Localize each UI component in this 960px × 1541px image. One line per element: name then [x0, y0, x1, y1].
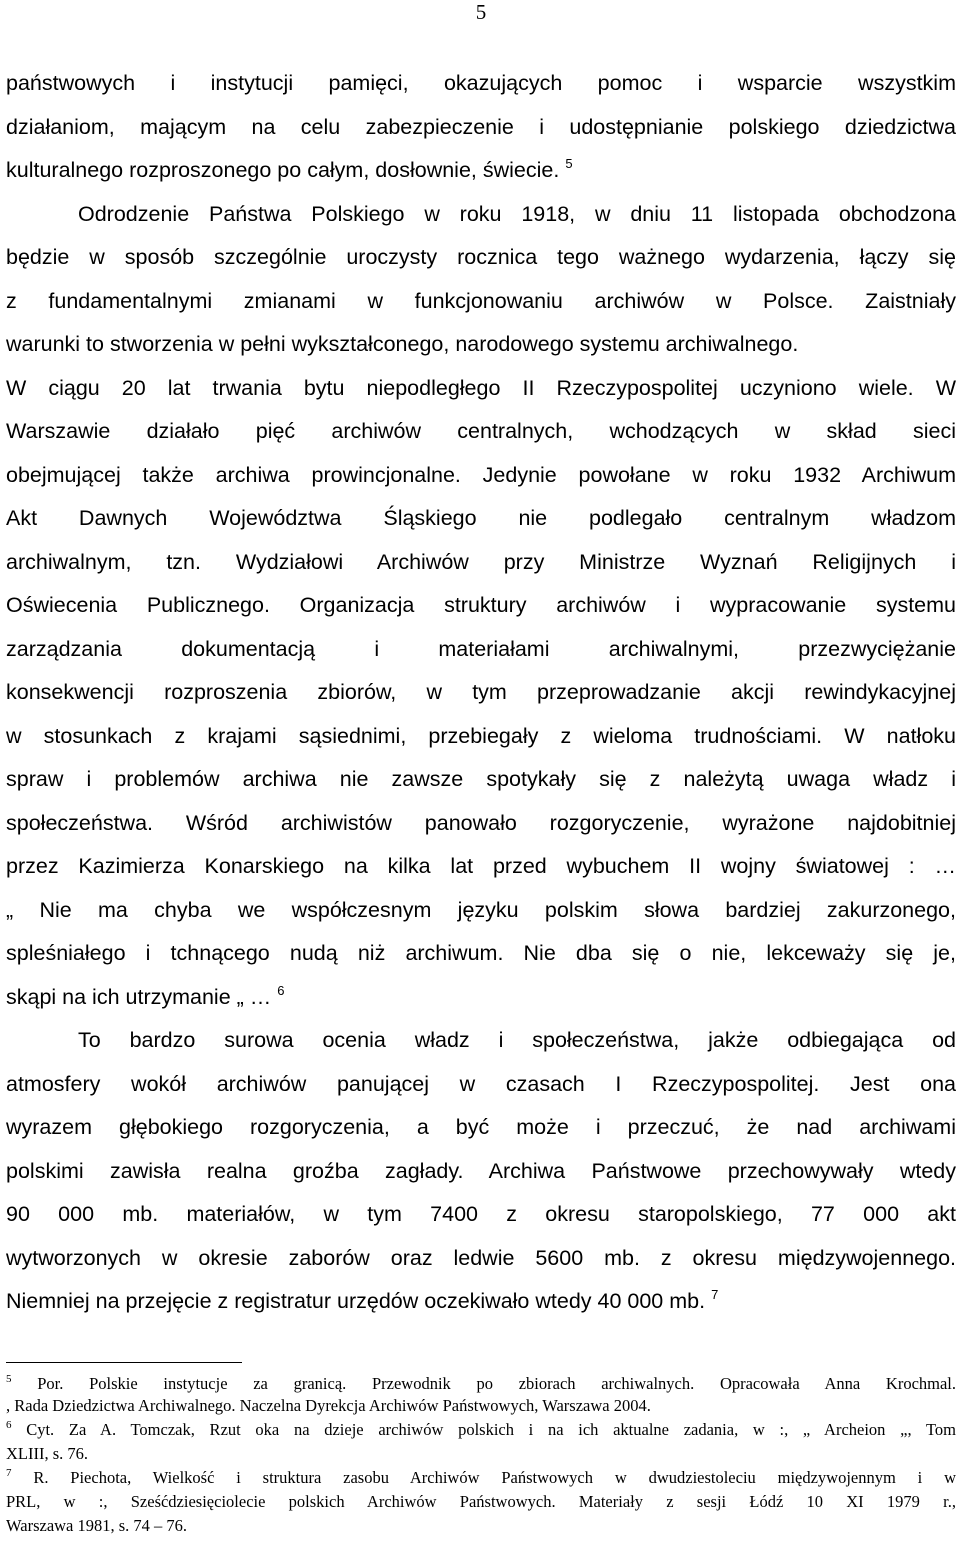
- body-line: polskimi zawisła realna groźba zagłady. Archiwa Państwowe przechowywały wtedy: [6, 1159, 956, 1183]
- body-line: działaniom, mającym na celu zabezpieczenie i udostępnianie polskiego dziedzictwa: [6, 115, 956, 139]
- body-line: Warszawie działało pięć archiwów centralnych, wchodzących w skład sieci: [6, 419, 956, 443]
- footnote-separator: [6, 1362, 242, 1363]
- body-line: spraw i problemów archiwa nie zawsze spotykały się z należytą uwaga władz i: [6, 767, 956, 791]
- body-line: wytworzonych w okresie zaborów oraz ledwie 5600 mb. z okresu międzywojennego.: [6, 1246, 956, 1270]
- footnote-6-cont: XLIII, s. 76.: [6, 1444, 89, 1463]
- footnote-7-cont: PRL, w :, Sześćdziesięciolecie polskich Archiwów Państwowych. Materiały z sesji Łódź 10 XI 1979 r.,: [6, 1492, 956, 1511]
- body-line: z fundamentalnymi zmianami w funkcjonowaniu archiwów w Polsce. Zaistniały: [6, 289, 956, 313]
- footnote-6: $^6$ Cyt. Za A. Tomczak, Rzut oka na dzieje archiwów polskich i na ich aktualne zadania, w :, „ Archeion „, Tom: [6, 1419, 956, 1439]
- body-line: będzie w sposób szczególnie uroczysty rocznica tego ważnego wydarzenia, łączy się: [6, 245, 956, 269]
- footnote-ref-6: 6: [277, 983, 285, 998]
- footnote-5: $^5$ Por. Polskie instytucje za granicą. Przewodnik po zbiorach archiwalnych. Opracowała Anna Krochmal.: [6, 1373, 957, 1393]
- body-line: w stosunkach z krajami sąsiednimi, przebiegały z wieloma trudnościami. W natłoku: [6, 724, 956, 748]
- body-line: kulturalnego rozproszonego po całym, dosłownie, świecie. $^5$: [6, 156, 573, 182]
- body-line: społeczeństwa. Wśród archiwistów panowało rozgoryczenie, wyrażone najdobitniej: [6, 811, 956, 835]
- body-line: zarządzania dokumentacją i materiałami archiwalnymi, przezwyciężanie: [6, 637, 956, 661]
- body-line: konsekwencji rozproszenia zbiorów, w tym przeprowadzanie akcji rewindykacyjnej: [6, 680, 956, 704]
- body-line: Odrodzenie Państwa Polskiego w roku 1918, w dniu 11 listopada obchodzona: [78, 202, 956, 226]
- body-line: archiwalnym, tzn. Wydziałowi Archiwów przy Ministrze Wyznań Religijnych i: [6, 550, 956, 574]
- body-line: atmosfery wokół archiwów panującej w czasach I Rzeczypospolitej. Jest ona: [6, 1072, 956, 1096]
- body-line: państwowych i instytucji pamięci, okazujących pomoc i wsparcie wszystkim: [6, 71, 956, 95]
- body-line: To bardzo surowa ocenia władz i społeczeństwa, jakże odbiegająca od: [78, 1028, 956, 1052]
- footnote-7-cont: Warszawa 1981, s. 74 – 76.: [6, 1516, 188, 1535]
- footnote-ref-5: 5: [565, 156, 573, 171]
- body-line: W ciągu 20 lat trwania bytu niepodległego II Rzeczypospolitej uczyniono wiele. W: [6, 376, 956, 400]
- quote-line: „ Nie ma chyba we współczesnym języku polskim słowa bardziej zakurzonego,: [6, 898, 956, 922]
- page-number: 5: [475, 0, 487, 24]
- body-line: Oświecenia Publicznego. Organizacja struktury archiwów i wypracowanie systemu: [6, 593, 956, 617]
- body-line: wyrazem głębokiego rozgoryczenia, a być może i przeczuć, że nad archiwami: [6, 1115, 956, 1139]
- body-line: Niemniej na przejęcie z registratur urzędów oczekiwało wtedy 40 000 mb. $^7$: [6, 1287, 719, 1313]
- quote-line: spleśniałego i tchnącego nudą niż archiwum. Nie dba się o nie, lekceważy się je,: [6, 941, 956, 965]
- body-line: przez Kazimierza Konarskiego na kilka lat przed wybuchem II wojny światowej : …: [6, 854, 956, 878]
- body-line: Akt Dawnych Województwa Śląskiego nie podlegało centralnym władzom: [6, 506, 956, 530]
- footnote-7: $^7$ R. Piechota, Wielkość i struktura zasobu Archiwów Państwowych w dwudziestoleciu międzywojennym i w: [6, 1467, 956, 1487]
- quote-line: skąpi na ich utrzymanie „ … $^6$: [6, 983, 285, 1009]
- body-line: obejmującej także archiwa prowincjonalne. Jedynie powołane w roku 1932 Archiwum: [6, 463, 956, 487]
- footnote-ref-7: 7: [711, 1287, 719, 1302]
- body-line: 90 000 mb. materiałów, w tym 7400 z okresu staropolskiego, 77 000 akt: [6, 1202, 956, 1226]
- body-line: warunki to stworzenia w pełni wykształconego, narodowego systemu archiwalnego.: [6, 332, 799, 356]
- footnote-5-cont: , Rada Dziedzictwa Archiwalnego. Naczelna Dyrekcja Archiwów Państwowych, Warszawa 2004.: [6, 1396, 651, 1415]
